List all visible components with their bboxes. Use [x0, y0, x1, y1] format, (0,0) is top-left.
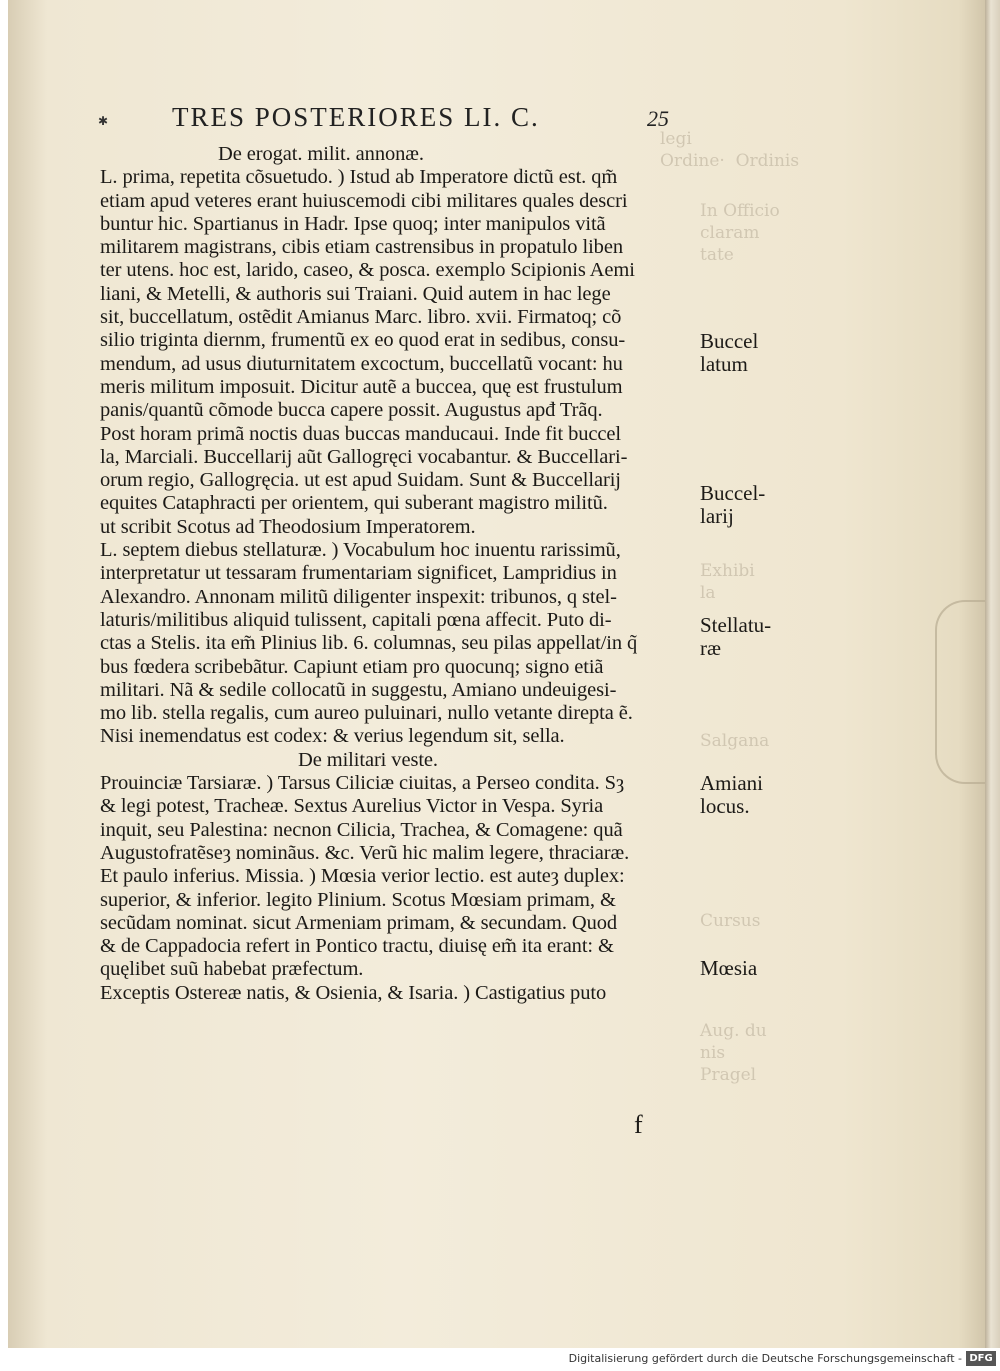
text-line: panis/quantũ cõmode bucca capere possit. Augustus apđ Trãq. — [100, 399, 603, 422]
text-line: ut scribit Scotus ad Theodosium Imperatorem. — [100, 515, 476, 538]
text-line: Et paulo inferius. Missia. ) Mœsia verior lectio. est auteȝ duplex: — [100, 865, 625, 888]
margin-note-line: Amiani — [700, 771, 763, 795]
margin-note-line: Buccel — [700, 329, 759, 353]
margin-note-amiani — [700, 772, 800, 819]
text-line: orum regio, Gallogręcia. ut est apud Suidam. Sunt & Buccellarij — [100, 469, 621, 492]
text-line: L. septem diebus stellaturæ. ) Vocabulum hoc inuentu rarissimũ, — [100, 539, 621, 562]
bleed-through-text: Aug. du nis Pragel — [700, 1021, 767, 1085]
text-line: & de Cappadocia refert in Pontico tractu, diuisę em̃ ita erant: & — [100, 935, 614, 958]
text-line: Prouinciæ Tarsiaræ. ) Tarsus Ciliciæ ciuitas, a Perseo condita. Sȝ — [100, 772, 624, 795]
running-header — [172, 102, 692, 138]
text-line: L. prima, repetita cõsuetudo. ) Istud ab Imperatore dictũ est. qm̃ — [100, 166, 618, 189]
section-heading: De militari veste. — [298, 748, 438, 771]
text-line: quęlibet suũ habebat præfectum. — [100, 958, 364, 981]
bleed-through-text: Cursus — [700, 911, 761, 931]
text-line: Post horam primã noctis duas buccas manducaui. Inde fit buccel — [100, 422, 621, 445]
text-line: sit, buccellatum, ostẽdit Amianus Marc. libro. xvii. Firmatoq; cõ — [100, 306, 622, 329]
main-text — [100, 143, 700, 1005]
bleed-through-text: legi Ordine· Ordinis — [660, 129, 800, 171]
text-line: Alexandro. Annonam militũ diligenter inspexit: tribunos, q stel- — [100, 585, 617, 608]
text-line: interpretatur ut tessaram frumentariam significet, Lampridius in — [100, 562, 617, 585]
text-line: ctas a Stelis. ita em̃ Plinius lib. 6. columnas, seu pilas appellat/in q̃ — [100, 632, 638, 655]
text-line: la, Marciali. Buccellarij aũt Gallogręci vocabantur. & Buccellari- — [100, 445, 628, 468]
bleed-through-text: Exhibi la — [700, 561, 755, 603]
text-line: etiam apud veteres erant huiuscemodi cibi militares quales descri — [100, 189, 628, 212]
text-line: meris militum imposuit. Dicitur autẽ a buccea, quę est frustulum — [100, 375, 623, 398]
text-line: superior, & inferior. legito Plinium. Scotus Mœsiam primam, & — [100, 888, 616, 911]
margin-note-line: locus. — [700, 794, 750, 819]
page-number: 25 — [647, 106, 669, 131]
text-line: militarem magistrans, cibis etiam castrensibus in propatulo liben — [100, 236, 623, 259]
margin-note-line: latum — [700, 352, 748, 377]
margin-note-line: Mœsia — [700, 956, 758, 980]
text-line: ter utens. hoc est, larido, caseo, & posca. exemplo Scipionis Aemi — [100, 259, 635, 282]
text-line: Exceptis Ostereæ natis, & Osienia, & Isaria. ) Castigatius puto — [100, 981, 607, 1004]
footer-credit: Digitalisierung gefördert durch die Deutsche Forschungsgemeinschaft - — [568, 1352, 962, 1365]
margin-note-line: Stellatu- — [700, 613, 772, 637]
text-line: & legi potest, Tracheæ. Sextus Aurelius Victor in Vespa. Syria — [100, 795, 604, 818]
text-line: buntur hic. Spartianus in Hadr. Ipse quoq; inter manipulos vitã — [100, 212, 606, 235]
dfg-logo: DFG — [966, 1351, 996, 1366]
text-line: Nisi inemendatus est codex: & verius legendum sit, sella. — [100, 725, 565, 748]
margin-note-line: Buccel- — [700, 481, 766, 505]
margin-note-buccellatum — [700, 330, 800, 377]
text-line: secũdam nominat. sicut Armeniam primam, & secundam. Quod — [100, 911, 618, 934]
header-title: TRES POSTERIORES LI. C. — [172, 102, 540, 132]
text-line: mendum, ad usus diuturnitatem excoctum, buccellatũ vocant: hu — [100, 352, 623, 375]
text-line: militari. Nã & sedile collocatũ in suggestu, Amiano undeuigesi- — [100, 678, 617, 701]
text-line: bus fœdera scribebãtur. Capiunt etiam pro quocunq; signo etiã — [100, 655, 604, 678]
bleed-through-text: In Officio claram tate — [700, 201, 780, 265]
text-line: liani, & Metelli, & authoris sui Traiani. Quid autem in hac lege — [100, 282, 611, 305]
text-line: silio triginta diernm, frumentũ ex eo quod erat in sedibus, consu- — [100, 329, 626, 352]
text-line: equites Cataphracti per orientem, qui suberant magistro militũ. — [100, 492, 608, 515]
signature-mark: f — [634, 1110, 643, 1139]
section-heading: De erogat. milit. annonæ. — [218, 143, 424, 165]
text-line: inquit, seu Palestina: necnon Cilicia, Trachea, & Comagene: quã — [100, 818, 623, 841]
clip-shadow — [935, 600, 985, 784]
margin-note-moesia — [700, 957, 800, 980]
text-line: mo lib. stella regalis, cum aureo puluinari, nullo vetante direpta ẽ. — [100, 702, 633, 725]
margin-note-buccellarij — [700, 482, 800, 529]
margin-note-line: ræ — [700, 636, 721, 661]
margin-note-line: larij — [700, 504, 734, 529]
star-mark: ✱ — [98, 114, 109, 128]
text-line: laturis/militibus aliquid tulissent, capitali pœna affecit. Puto di- — [100, 608, 612, 631]
text-line: Augustofratẽseȝ nominãus. &c. Verũ hic malim legere, thraciaræ. — [100, 841, 630, 864]
bleed-through-text: Salgana — [700, 731, 770, 751]
margin-note-stellaturae — [700, 614, 800, 661]
page-edge — [985, 0, 1000, 1348]
footer-bar — [0, 1348, 1000, 1371]
